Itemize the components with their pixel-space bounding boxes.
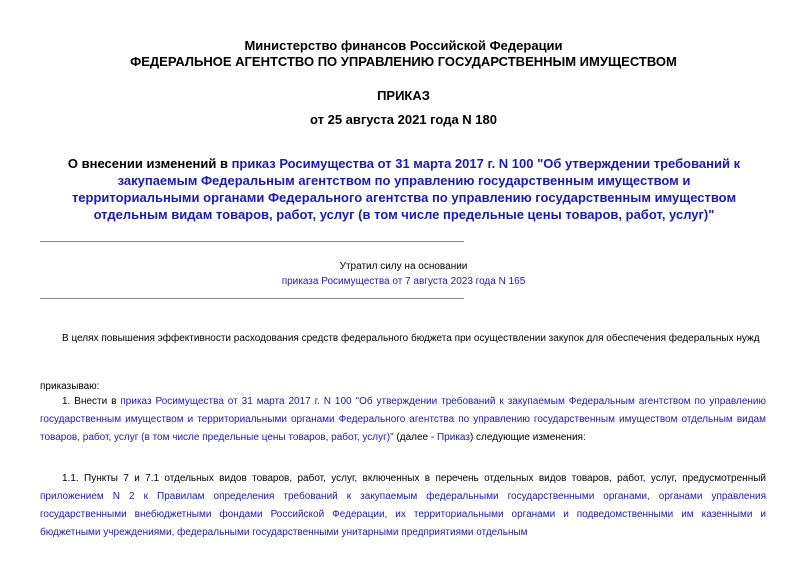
agency-name: ФЕДЕРАЛЬНОЕ АГЕНТСТВО ПО УПРАВЛЕНИЮ ГОСУДАРСТВЕННЫМ ИМУЩЕСТВОМ: [130, 54, 677, 69]
document-date: от 25 августа 2021 года N 180: [310, 112, 497, 127]
title-prefix: О внесении изменений в: [67, 156, 232, 171]
item-1-1-paragraph: [40, 470, 766, 542]
item-1-paragraph: [40, 393, 766, 447]
divider-top: [40, 241, 464, 242]
ministry-name: Министерство финансов Российской Федерации: [244, 38, 563, 53]
item-1-prefix: 1. Внести в: [62, 396, 121, 407]
item-1-suffix: ) следующие изменения:: [469, 432, 586, 443]
item-1-1-link-appendix-2[interactable]: приложением N 2 к Правилам определения требований к закупаемым федеральными государственными органами, органами управления государственными внебюджетными фондами Российской Федерации, их территориальными органами и подведомственными им казенными и бюджетными учреждениями, федеральными государственными унитарными предприятиями отдельным: [40, 491, 766, 538]
status-note: Утратил силу на основании: [339, 261, 468, 272]
divider-bottom: [40, 298, 464, 299]
document-title: [60, 155, 748, 223]
preamble-paragraph: В целях повышения эффективности расходования средств федерального бюджета при осуществлении закупок для обеспечения федеральных нужд: [62, 333, 760, 344]
item-1-1-prefix: 1.1. Пункты 7 и 7.1 отдельных видов товаров, работ, услуг, включенных в перечень отдельных видов товаров, работ, услуг, предусмотренный: [62, 473, 766, 484]
document-type: ПРИКАЗ: [377, 88, 430, 103]
status-note-link[interactable]: приказа Росимущества от 7 августа 2023 года N 165: [281, 276, 526, 287]
title-link-order-100[interactable]: приказ Росимущества от 31 марта 2017 г. N 100 "Об утверждении требований к закупаемым Федеральным агентством по управлению государственным имуществом и территориальными органами Федерального агентства по управлению государственным имуществом отдельным видам товаров, работ, услуг (в том числе предельные цены товаров, работ, услуг)": [71, 156, 741, 222]
item-1-link-order-100[interactable]: приказ Росимущества от 31 марта 2017 г. N 100 "Об утверждении требований к закупаемым Федеральным агентством по управлению государственным имуществом и территориальными органами Федерального агентства по управлению государственным имуществом отдельным видам товаров, работ, услуг (в том числе предельные цены товаров, работ, услуг)": [40, 396, 766, 443]
order-word: приказываю:: [40, 381, 100, 392]
item-1-link-order-short[interactable]: Приказ: [436, 432, 470, 443]
item-1-mid: (далее -: [393, 432, 437, 443]
